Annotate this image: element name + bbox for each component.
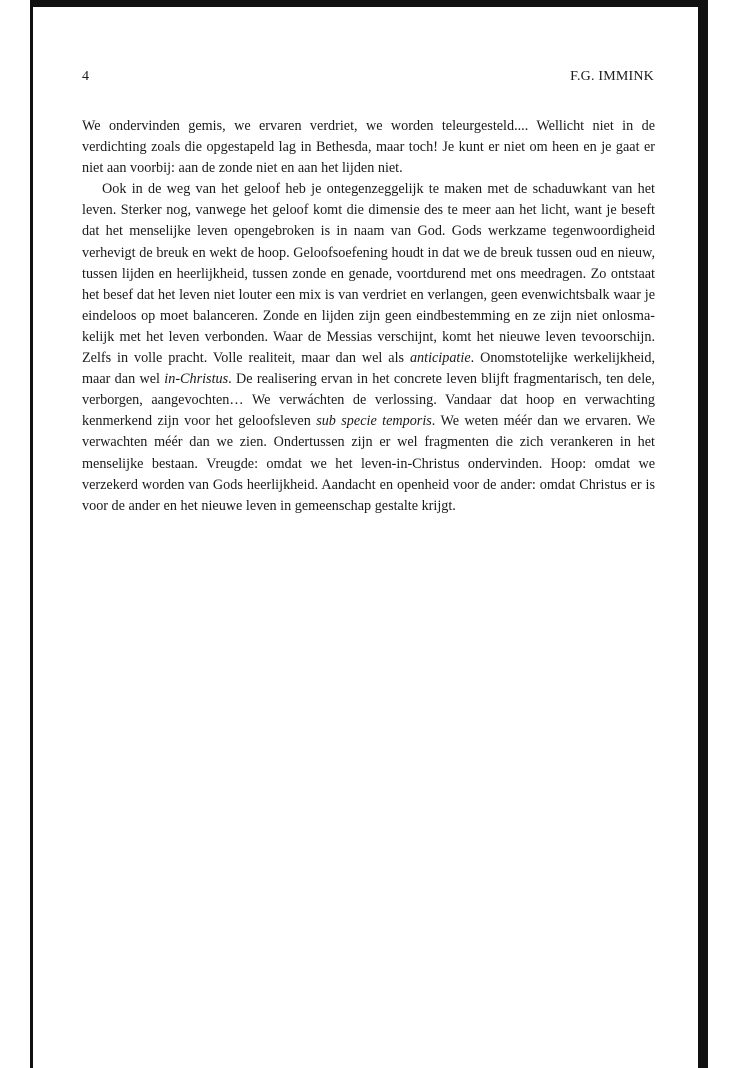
paragraph-2-part-2: . Onomstotelijke werkelijkheid, maar dan wel [82,350,656,388]
italic-sub-specie-temporis: sub specie temporis [316,413,432,430]
running-head: F.G. IMMINK [570,69,654,84]
paragraph-1-text: We ondervinden gemis, we ervaren verdriet, we worden teleurgesteld.... Wellicht niet in de verdichting zoals die opgestapeld lag in Bethesda, maar toch! Je kunt er niet om heen en je gaat er niet aan voorbij: aan de zonde niet en aan het lijden niet. [82,118,655,177]
body-text [82,116,655,517]
page-number: 4 [82,69,89,84]
paragraph-2-part-3: . De realisering ervan in het concrete leven blijft fragmentarisch, ten dele, verborgen, aangevochten… We verwáchten de verlossing. Vandaar dat hoop en verwachting kenmerkend zijn voor het geloofsleven [82,371,655,430]
italic-in-christus: in-Christus [164,371,229,388]
italic-anticipatie: anticipatie [409,350,471,367]
scan-edge-top [30,0,708,7]
scan-edge-right [698,0,708,1068]
scan-edge-left [30,0,33,1068]
paragraph-1 [82,116,655,179]
paragraph-2-part-1: Ook in de weg van het geloof heb je ontegenzeggelijk te maken met de schaduwkant van het leven. Sterker nog, vanwege het geloof komt die dimensie des te meer aan het licht, want je beseft dat het menselijke leven opengebroken is in naam van God. Gods werkzame tegenwoordigheid verhevigt de breuk en wekt de hoop. Geloofsoefening houdt in dat we de breuk tussen oud en nieuw, tussen lijden en heerlijkheid, tussen zonde en genade, voortdurend met ons meedragen. Zo ontstaat het besef dat het leven niet louter een mix is van verdriet en verlangen, geen evenwichtsbalk waar je eindeloos op moet balanceren. Zonde en lijden zijn geen eindbestemming en ze zijn niet onlosmakelijk met het leven verbonden. Waar de Messias verschijnt, komt het nieuwe leven tevoorschijn. Zelfs in volle pracht. Volle realiteit, maar dan wel als [82,181,655,367]
paragraph-2 [82,179,655,517]
paragraph-2-part-4: . We weten méér dan we ervaren. We verwachten méér dan we zien. Ondertussen zijn er wel fragmenten die zich verankeren in het menselijke bestaan. Vreugde: omdat we het leven-in-Christus ondervinden. Hoop: omdat we verzekerd worden van Gods heerlijkheid. Aandacht en openheid voor de ander: omdat Christus er is voor de ander en het nieuwe leven in gemeenschap gestalte krijgt. [82,413,655,514]
